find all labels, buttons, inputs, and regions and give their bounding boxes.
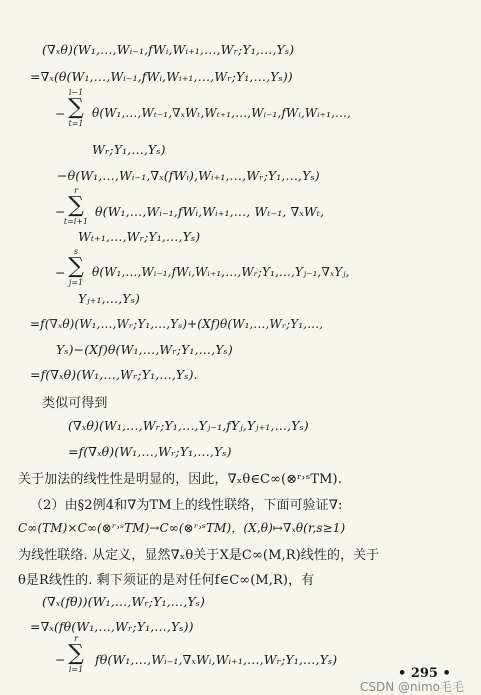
watermark: CSDN @nimo毛毛 [360,680,464,694]
eq-line-13: (∇ₓθ)(W₁,…,Wᵣ;Y₁,…,Yⱼ₋₁,fYⱼ,Yⱼ₊₁,…,Yₛ) [68,418,309,433]
sum1-upper-limit: i−1 [68,88,84,97]
eq-line-11: Yₛ)−(Xf)θ(W₁,…,Wᵣ;Y₁,…,Yₛ) [56,342,233,357]
sum1-sigma: ∑ [68,95,84,120]
page-number: • 295 • [398,666,451,681]
eq-line-2: =∇ₓ(θ(W₁,…,Wᵢ₋₁,fWᵢ,Wᵢ₊₁,…,Wᵣ;Y₁,…,Yₛ)) [30,69,293,84]
sum4-sigma: ∑ [68,641,84,666]
sum3-upper-limit: s [73,247,79,256]
sum2-upper-limit: r [74,186,78,195]
eq-line-7: Wₜ₊₁,…,Wᵣ;Y₁,…,Yₛ) [78,229,201,244]
text-definition: 为线性联络. 从定义，显然∇ₓθ关于X是C∞(M,R)线性的，关于 [18,548,380,563]
sum4-minus: − [55,652,66,667]
sum3-operator [62,247,90,287]
eq-line-8: θ(W₁,…,Wᵢ₋₁,fWᵢ,Wᵢ₊₁,…,Wᵣ;Y₁,…,Yⱼ₋₁,∇ₓYⱼ, [92,265,350,279]
eq-line-6: θ(W₁,…,Wᵢ₋₁,fWᵢ,Wᵢ₊₁,…, Wₜ₋₁, ∇ₓWₜ, [95,204,325,219]
text-part-2: （2）由§2例4和∇为TM上的线性联络，下面可验证∇: [30,498,343,513]
eq-line-12: =f(∇ₓθ)(W₁,…,Wᵣ;Y₁,…,Yₛ). [30,367,198,382]
text-linearity: 关于加法的线性性是明显的，因此，∇ₓθ∈C∞(⊗ʳ˒ˢTM). [18,472,342,487]
sum4-lower-limit: i=1 [68,665,84,674]
eq-connection-map: C∞(TM)×C∞(⊗ʳ˒ˢTM)→C∞(⊗ʳ˒ˢTM)，(X,θ)↦∇ₓθ(r,s≥1) [18,521,346,535]
sum2-lower-limit: t=i+1 [63,217,89,226]
eq-line-1: (∇ₓθ)(W₁,…,Wᵢ₋₁,fWᵢ,Wᵢ₊₁,…,Wᵣ;Y₁,…,Yₛ) [42,42,295,57]
eq-line-14: =f(∇ₓθ)(W₁,…,Wᵣ;Y₁,…,Yₛ) [68,444,232,459]
eq-line-15: (∇ₓ(fθ))(W₁,…,Wᵣ;Y₁,…,Yₛ) [42,594,205,609]
eq-line-16: =∇ₓ(fθ(W₁,…,Wᵣ;Y₁,…,Yₛ)) [30,619,194,634]
sum2-sigma: ∑ [68,193,84,218]
eq-line-10: =f(∇ₓθ)(W₁,…,Wᵣ;Y₁,…,Yₛ)+(Xf)θ(W₁,…,Wᵣ;Y₁,…, [30,317,324,331]
sum1-lower-limit: t=1 [68,119,84,128]
sum4-upper-limit: r [74,634,78,643]
eq-line-3: θ(W₁,…,Wₜ₋₁,∇ₓWₜ,Wₜ₊₁,…,Wᵢ₋₁,fWᵢ,Wᵢ₊₁,…, [92,106,351,120]
sum2-minus: − [55,204,66,219]
eq-line-17: fθ(W₁,…,Wᵢ₋₁,∇ₓWᵢ,Wᵢ₊₁,…,Wᵣ;Y₁,…,Yₛ) [95,652,338,667]
sum2-operator [62,186,90,226]
sum1-minus: − [55,106,66,121]
text-similarly: 类似可得到 [42,396,108,411]
text-remains: θ是R线性的. 剩下须证的是对任何f∈C∞(M,R)，有 [18,573,315,588]
sum1-operator [62,88,90,128]
eq-line-9: Yⱼ₊₁,…,Yₛ) [78,291,140,306]
eq-line-4: Wᵣ;Y₁,…,Yₛ) [92,142,166,157]
sum3-minus: − [55,265,66,280]
sum3-sigma: ∑ [68,254,84,279]
sum3-lower-limit: j=1 [68,278,84,287]
sum4-operator [62,634,90,674]
eq-line-5: −θ(W₁,…,Wᵢ₋₁,∇ₓ(fWᵢ),Wᵢ₊₁,…,Wᵣ;Y₁,…,Yₛ) [57,168,320,183]
